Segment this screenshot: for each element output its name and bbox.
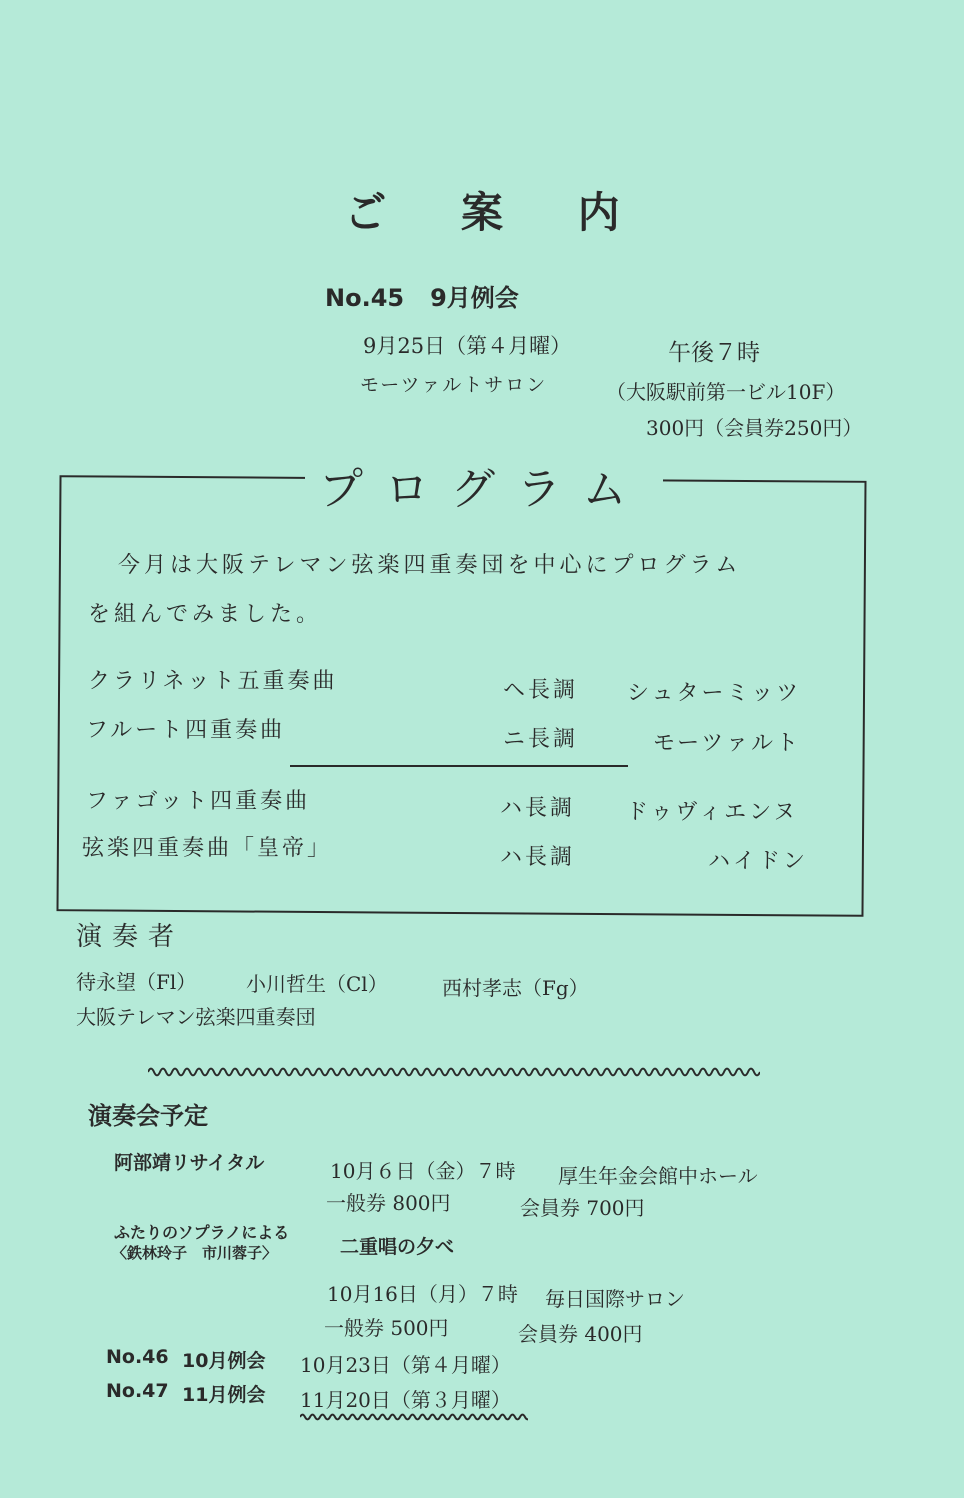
event-general-ticket: 一般券 800円	[326, 1191, 451, 1215]
meeting-time: 午後７時	[668, 340, 760, 366]
event-subtitle: ふたりのソプラノによる	[114, 1223, 290, 1242]
program-item-composer: モーツァルト	[653, 731, 802, 756]
performer: 待永望（Fl）	[76, 970, 197, 994]
program-heading: プログラム	[305, 453, 663, 517]
program-separator	[290, 765, 628, 767]
program-item-title: 弦楽四重奏曲「皇帝」	[82, 836, 333, 861]
meeting-name: 9月例会	[430, 284, 519, 312]
meeting-name: 11月例会	[182, 1384, 266, 1406]
performer: 西村孝志（Fg）	[442, 976, 589, 1000]
performer: 小川哲生（Cl）	[246, 972, 388, 996]
event-performers: 〈鉄林玲子 市川蓉子〉	[112, 1244, 278, 1262]
event-datetime: 10月６日（金）７時	[330, 1159, 516, 1183]
meeting-venue: モーツァルトサロン	[360, 374, 548, 396]
wavy-divider	[148, 1062, 760, 1086]
meeting-date: 10月23日（第４月曜）	[300, 1353, 511, 1377]
schedule-heading: 演奏会予定	[88, 1102, 208, 1130]
program-intro-line1: 今月は大阪テレマン弦楽四重奏団を中心にプログラム	[118, 553, 742, 578]
program-intro-line2: を組んでみました。	[88, 602, 323, 627]
program-item-key: ヘ長調	[503, 678, 579, 703]
page-title: ご 案 内	[344, 188, 650, 237]
program-item-composer: ハイドン	[708, 849, 809, 874]
meeting-fee: 300円（会員券250円）	[646, 416, 863, 440]
wavy-underline	[300, 1410, 528, 1428]
meeting-number: No.46	[106, 1346, 169, 1368]
meeting-heading	[325, 278, 519, 313]
venue-location: （大阪駅前第一ビル10F）	[606, 380, 846, 404]
program-item-key: ハ長調	[500, 796, 576, 821]
meeting-number: No.45	[325, 284, 405, 312]
program-item-title: ファゴット四重奏曲	[86, 789, 311, 814]
event-name: 二重唱の夕べ	[340, 1236, 455, 1258]
event-name: 阿部靖リサイタル	[114, 1152, 265, 1174]
program-item-key: ハ長調	[500, 845, 576, 870]
event-venue: 毎日国際サロン	[545, 1287, 685, 1311]
event-datetime: 10月16日（月）７時	[327, 1282, 518, 1306]
meeting-name: 10月例会	[182, 1350, 266, 1372]
event-general-ticket: 一般券 500円	[324, 1316, 449, 1340]
meeting-number: No.47	[106, 1380, 169, 1402]
meeting-date: 9月25日（第４月曜）	[363, 334, 572, 358]
program-item-composer: シュターミッツ	[627, 681, 802, 706]
program-item-title: フルート四重奏曲	[86, 718, 286, 743]
performer-group: 大阪テレマン弦楽四重奏団	[76, 1005, 316, 1029]
program-item-key: ニ長調	[503, 727, 579, 752]
meeting-date: 11月20日（第３月曜）	[300, 1388, 511, 1412]
program-item-composer: ドゥヴィエンヌ	[626, 800, 799, 825]
program-item-title: クラリネット五重奏曲	[88, 669, 338, 694]
event-member-ticket: 会員券 400円	[518, 1322, 643, 1346]
performers-heading: 演奏者	[76, 922, 185, 952]
event-member-ticket: 会員券 700円	[520, 1196, 645, 1220]
event-venue: 厚生年金会館中ホール	[558, 1164, 758, 1188]
